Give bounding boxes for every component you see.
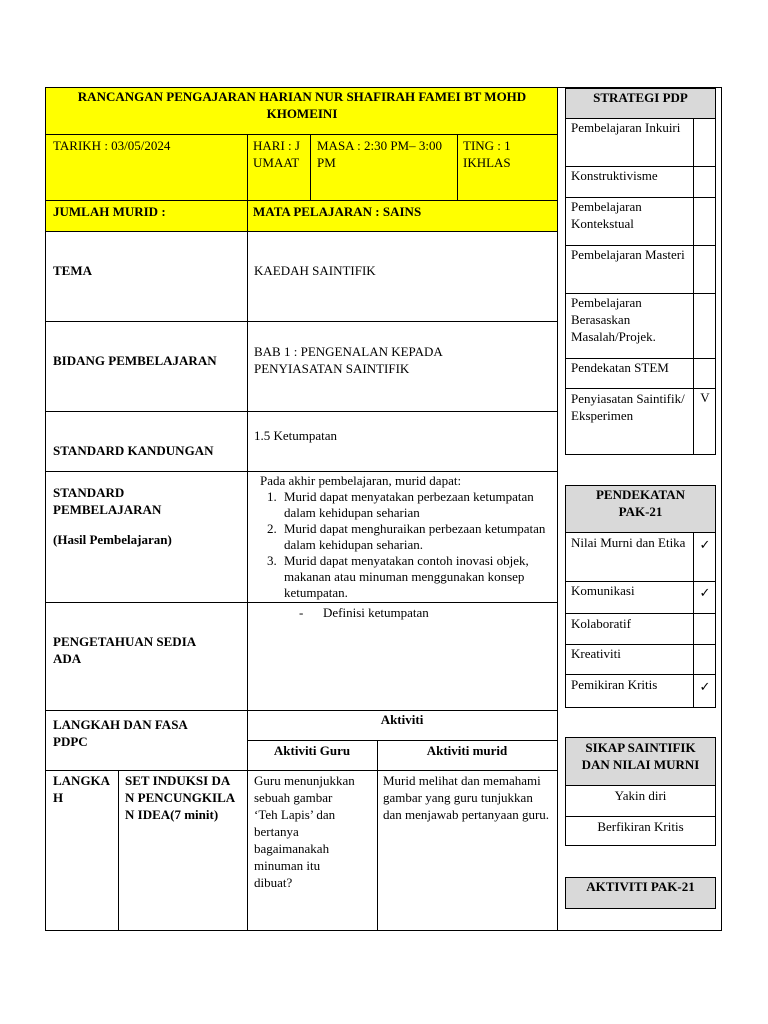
strategi-item: Pembelajaran Kontekstual xyxy=(571,199,642,231)
pak-item: Pemikiran Kritis xyxy=(571,677,658,692)
aktiviti-heading: Aktiviti xyxy=(380,712,424,727)
aktiviti-pak-title: AKTIVITI PAK-21 xyxy=(586,879,695,894)
aktiviti-guru-text: Guru menunjukkan sebuah gambar ‘Teh Lapis’ dan bertanya bagaimanakah minuman itu dibuat? xyxy=(254,773,355,890)
sikap-item: Berfikiran Kritis xyxy=(597,819,684,834)
sk-label: STANDARD KANDUNGAN xyxy=(53,443,214,458)
sp-intro: Pada akhir pembelajaran, murid dapat: xyxy=(260,473,462,488)
aktiviti-guru-heading: Aktiviti Guru xyxy=(273,743,351,758)
check-mark: ✓ xyxy=(699,537,711,552)
tarikh-field: TARIKH : 03/05/2024 xyxy=(53,138,171,153)
strategi-item: Penyiasatan Saintifik/ Eksperimen xyxy=(571,391,685,423)
divider xyxy=(565,613,716,614)
sikap-item: Yakin diri xyxy=(614,788,667,803)
tema-value: KAEDAH SAINTIFIK xyxy=(254,263,376,278)
strategi-item: Pembelajaran Inkuiri xyxy=(571,120,681,135)
divider xyxy=(46,602,557,603)
list-item: 2. Murid dapat menghuraikan perbezaan ketumpatan dalam kehidupan seharian. xyxy=(280,521,550,553)
check-mark: ✓ xyxy=(699,679,711,694)
aktiviti-murid-text: Murid melihat dan memahami gambar yang guru tunjukkan dan menjawab pertanyaan guru. xyxy=(383,773,550,822)
divider xyxy=(118,770,119,930)
sp-list xyxy=(258,489,550,601)
strategi-title: STRATEGI PDP xyxy=(593,90,688,105)
tema-label: TEMA xyxy=(53,263,92,278)
hari-field: HARI : JUMAAT xyxy=(253,138,300,170)
bidang-label: BIDANG PEMBELAJARAN xyxy=(53,353,217,368)
pak-item: Nilai Murni dan Etika xyxy=(571,535,686,550)
divider xyxy=(46,200,557,201)
psa-dash: - xyxy=(299,605,304,620)
divider xyxy=(46,471,557,472)
divider xyxy=(46,321,557,322)
divider xyxy=(46,231,557,232)
psa-value: Definisi ketumpatan xyxy=(323,605,429,620)
mata-pelajaran-field: MATA PELAJARAN : SAINS xyxy=(253,204,422,219)
check-mark: V xyxy=(700,390,710,405)
divider xyxy=(247,134,248,930)
divider xyxy=(247,740,557,741)
divider xyxy=(46,770,557,771)
sp-label: STANDARD PEMBELAJARAN xyxy=(53,485,162,517)
divider xyxy=(557,88,558,930)
pak-title: PENDEKATAN PAK-21 xyxy=(595,487,686,519)
langkah-fasa-label: LANGKAH DAN FASA PDPC xyxy=(53,717,188,749)
divider xyxy=(310,134,311,200)
psa-label: PENGETAHUAN SEDIA ADA xyxy=(53,634,196,666)
bidang-value: BAB 1 : PENGENALAN KEPADA PENYIASATAN SAINTIFIK xyxy=(254,344,443,376)
list-item: 3. Murid dapat menyatakan contoh inovasi objek, makanan atau minuman menggunakan konsep ketumpatan. xyxy=(280,553,550,601)
aktiviti-murid-heading: Aktiviti murid xyxy=(426,743,508,758)
pak-item: Komunikasi xyxy=(571,583,635,598)
sk-value: 1.5 Ketumpatan xyxy=(254,428,338,443)
strategi-item: Pembelajaran Berasaskan Masalah/Projek. xyxy=(571,295,656,344)
divider xyxy=(457,134,458,200)
sp-sub: (Hasil Pembelajaran) xyxy=(53,532,172,547)
strategi-item: Pendekatan STEM xyxy=(571,360,669,375)
strategi-item: Pembelajaran Masteri xyxy=(571,247,685,262)
pak-item: Kolaboratif xyxy=(571,616,631,631)
divider xyxy=(377,740,378,930)
list-item: 1. Murid dapat menyatakan perbezaan ketumpatan dalam kehidupan seharian xyxy=(280,489,550,521)
jumlah-murid-label: JUMLAH MURID : xyxy=(53,204,166,219)
langkah-label: LANGKAH xyxy=(53,773,111,805)
strategi-item: Konstruktivisme xyxy=(571,168,658,183)
pak-item: Kreativiti xyxy=(571,646,621,661)
sikap-title: SIKAP SAINTIFIK DAN NILAI MURNI xyxy=(581,740,700,772)
divider xyxy=(46,134,557,135)
check-mark: ✓ xyxy=(699,585,711,600)
page-title: RANCANGAN PENGAJARAN HARIAN NUR SHAFIRAH FAMEI BT MOHD KHOMEINI xyxy=(77,89,527,121)
divider xyxy=(565,674,716,675)
set-induksi-label: SET INDUKSI DAN PENCUNGKILAN IDEA(7 minit) xyxy=(125,773,236,822)
ting-field: TING : 1 IKHLAS xyxy=(463,138,511,170)
masa-field: MASA : 2:30 PM– 3:00 PM xyxy=(317,138,442,170)
divider xyxy=(46,411,557,412)
